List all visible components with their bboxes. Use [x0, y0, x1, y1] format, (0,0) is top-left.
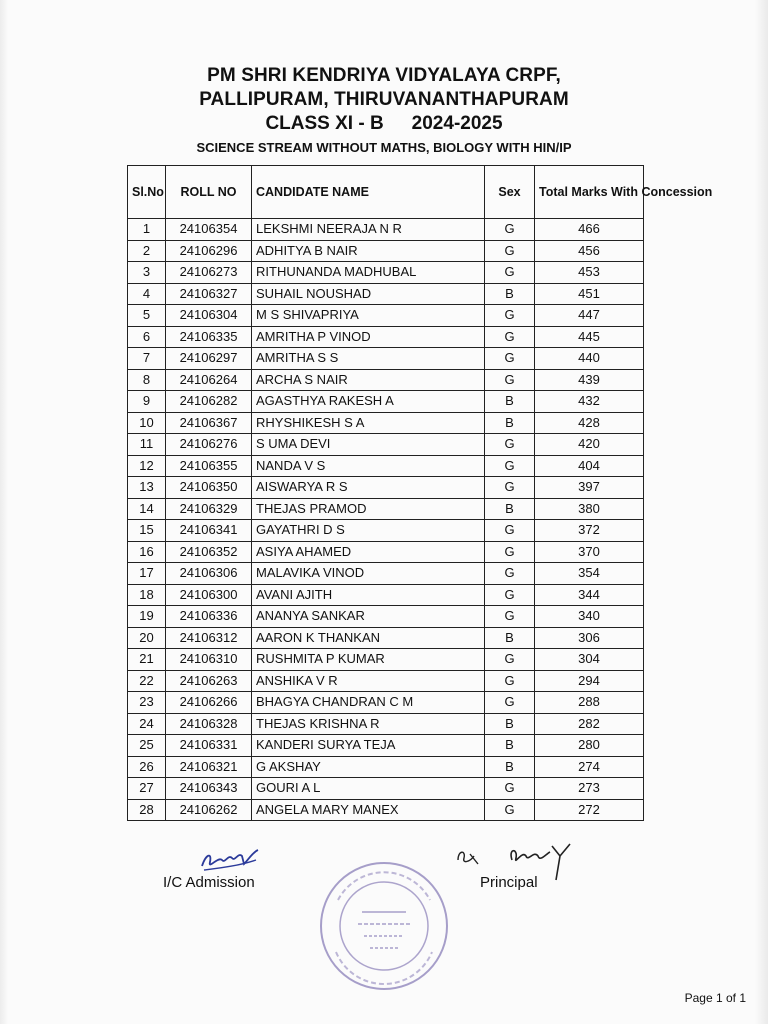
- table-row: [128, 584, 644, 606]
- cell-sex: G: [485, 305, 535, 327]
- cell-sl-no: 13: [128, 477, 166, 499]
- cell-candidate-name: THEJAS PRAMOD: [252, 498, 485, 520]
- cell-sl-no: 8: [128, 369, 166, 391]
- cell-sex: G: [485, 520, 535, 542]
- cell-sl-no: 20: [128, 627, 166, 649]
- cell-sex: G: [485, 670, 535, 692]
- column-header-roll-no: ROLL NO: [166, 166, 252, 219]
- table-row: [128, 541, 644, 563]
- cell-roll-no: 24106331: [166, 735, 252, 757]
- cell-roll-no: 24106297: [166, 348, 252, 370]
- cell-candidate-name: ASIYA AHAMED: [252, 541, 485, 563]
- cell-candidate-name: KANDERI SURYA TEJA: [252, 735, 485, 757]
- cell-sl-no: 14: [128, 498, 166, 520]
- cell-sex: G: [485, 778, 535, 800]
- cell-candidate-name: AISWARYA R S: [252, 477, 485, 499]
- cell-roll-no: 24106336: [166, 606, 252, 628]
- table-row: [128, 713, 644, 735]
- cell-sex: G: [485, 563, 535, 585]
- ic-admission-signature: [198, 846, 262, 876]
- cell-roll-no: 24106300: [166, 584, 252, 606]
- cell-sex: G: [485, 369, 535, 391]
- column-header-sl-no: Sl.No: [128, 166, 166, 219]
- cell-candidate-name: AMRITHA P VINOD: [252, 326, 485, 348]
- cell-roll-no: 24106341: [166, 520, 252, 542]
- cell-total-marks: 340: [535, 606, 644, 628]
- cell-total-marks: 280: [535, 735, 644, 757]
- cell-roll-no: 24106355: [166, 455, 252, 477]
- cell-sex: G: [485, 455, 535, 477]
- cell-candidate-name: ANGELA MARY MANEX: [252, 799, 485, 821]
- cell-sl-no: 3: [128, 262, 166, 284]
- cell-sl-no: 24: [128, 713, 166, 735]
- cell-roll-no: 24106321: [166, 756, 252, 778]
- cell-total-marks: 440: [535, 348, 644, 370]
- cell-roll-no: 24106310: [166, 649, 252, 671]
- cell-sl-no: 12: [128, 455, 166, 477]
- cell-candidate-name: GOURI A L: [252, 778, 485, 800]
- cell-roll-no: 24106354: [166, 219, 252, 241]
- cell-candidate-name: ARCHA S NAIR: [252, 369, 485, 391]
- cell-candidate-name: BHAGYA CHANDRAN C M: [252, 692, 485, 714]
- cell-total-marks: 288: [535, 692, 644, 714]
- cell-sex: B: [485, 391, 535, 413]
- cell-candidate-name: LEKSHMI NEERAJA N R: [252, 219, 485, 241]
- cell-roll-no: 24106263: [166, 670, 252, 692]
- table-row: [128, 649, 644, 671]
- cell-sl-no: 10: [128, 412, 166, 434]
- school-location: PALLIPURAM, THIRUVANANTHAPURAM: [199, 89, 569, 110]
- table-row: [128, 778, 644, 800]
- table-row: [128, 434, 644, 456]
- class-line: [0, 112, 768, 136]
- table-row: [128, 498, 644, 520]
- cell-sex: G: [485, 541, 535, 563]
- table-row: [128, 563, 644, 585]
- cell-candidate-name: MALAVIKA VINOD: [252, 563, 485, 585]
- cell-roll-no: 24106328: [166, 713, 252, 735]
- cell-candidate-name: G AKSHAY: [252, 756, 485, 778]
- cell-roll-no: 24106327: [166, 283, 252, 305]
- table-row: [128, 391, 644, 413]
- table-row: [128, 240, 644, 262]
- office-seal-stamp: [318, 860, 450, 992]
- cell-roll-no: 24106273: [166, 262, 252, 284]
- table-row: [128, 219, 644, 241]
- cell-candidate-name: ANSHIKA V R: [252, 670, 485, 692]
- table-row: [128, 756, 644, 778]
- cell-total-marks: 370: [535, 541, 644, 563]
- cell-roll-no: 24106350: [166, 477, 252, 499]
- cell-roll-no: 24106335: [166, 326, 252, 348]
- cell-sl-no: 26: [128, 756, 166, 778]
- cell-roll-no: 24106296: [166, 240, 252, 262]
- table-row: [128, 627, 644, 649]
- cell-total-marks: 451: [535, 283, 644, 305]
- cell-total-marks: 380: [535, 498, 644, 520]
- cell-sl-no: 17: [128, 563, 166, 585]
- cell-total-marks: 354: [535, 563, 644, 585]
- cell-candidate-name: NANDA V S: [252, 455, 485, 477]
- cell-sl-no: 7: [128, 348, 166, 370]
- table-row: [128, 283, 644, 305]
- cell-total-marks: 466: [535, 219, 644, 241]
- table-row: [128, 477, 644, 499]
- cell-total-marks: 432: [535, 391, 644, 413]
- cell-total-marks: 420: [535, 434, 644, 456]
- table-row: [128, 455, 644, 477]
- cell-total-marks: 304: [535, 649, 644, 671]
- cell-sl-no: 23: [128, 692, 166, 714]
- cell-sex: B: [485, 412, 535, 434]
- column-header-sex: Sex: [485, 166, 535, 219]
- cell-total-marks: 274: [535, 756, 644, 778]
- cell-sex: B: [485, 627, 535, 649]
- table-row: [128, 799, 644, 821]
- cell-candidate-name: AVANI AJITH: [252, 584, 485, 606]
- results-table: [127, 165, 713, 821]
- cell-total-marks: 306: [535, 627, 644, 649]
- table-row: [128, 735, 644, 757]
- class-label: CLASS XI - B: [265, 113, 384, 134]
- cell-candidate-name: RHYSHIKESH S A: [252, 412, 485, 434]
- cell-sex: G: [485, 649, 535, 671]
- table-row: [128, 670, 644, 692]
- cell-sex: G: [485, 799, 535, 821]
- stream-subtitle: SCIENCE STREAM WITHOUT MATHS, BIOLOGY WITH HIN/IP: [196, 140, 572, 155]
- table-row: [128, 520, 644, 542]
- cell-sex: B: [485, 283, 535, 305]
- column-header-total-marks: Total Marks With Concession: [535, 166, 644, 219]
- cell-sl-no: 1: [128, 219, 166, 241]
- cell-total-marks: 445: [535, 326, 644, 348]
- table-row: [128, 326, 644, 348]
- cell-total-marks: 428: [535, 412, 644, 434]
- cell-roll-no: 24106266: [166, 692, 252, 714]
- cell-sl-no: 2: [128, 240, 166, 262]
- cell-roll-no: 24106312: [166, 627, 252, 649]
- cell-total-marks: 282: [535, 713, 644, 735]
- cell-sex: B: [485, 756, 535, 778]
- principal-label: Principal: [480, 874, 538, 891]
- table-row: [128, 606, 644, 628]
- cell-sl-no: 22: [128, 670, 166, 692]
- cell-sex: G: [485, 692, 535, 714]
- cell-sl-no: 18: [128, 584, 166, 606]
- cell-sex: G: [485, 606, 535, 628]
- cell-roll-no: 24106276: [166, 434, 252, 456]
- table-header-row: [128, 166, 644, 219]
- cell-candidate-name: SUHAIL NOUSHAD: [252, 283, 485, 305]
- cell-roll-no: 24106352: [166, 541, 252, 563]
- cell-sex: G: [485, 240, 535, 262]
- cell-candidate-name: AMRITHA S S: [252, 348, 485, 370]
- cell-sl-no: 9: [128, 391, 166, 413]
- cell-sl-no: 25: [128, 735, 166, 757]
- table-body: [128, 219, 644, 821]
- cell-total-marks: 344: [535, 584, 644, 606]
- cell-candidate-name: ANANYA SANKAR: [252, 606, 485, 628]
- cell-sex: G: [485, 326, 535, 348]
- cell-sex: G: [485, 434, 535, 456]
- cell-total-marks: 272: [535, 799, 644, 821]
- cell-sl-no: 21: [128, 649, 166, 671]
- cell-candidate-name: GAYATHRI D S: [252, 520, 485, 542]
- table-row: [128, 369, 644, 391]
- cell-candidate-name: AGASTHYA RAKESH A: [252, 391, 485, 413]
- cell-roll-no: 24106343: [166, 778, 252, 800]
- table-row: [128, 262, 644, 284]
- cell-sl-no: 11: [128, 434, 166, 456]
- cell-sex: G: [485, 348, 535, 370]
- table-row: [128, 305, 644, 327]
- cell-sex: B: [485, 498, 535, 520]
- table-row: [128, 692, 644, 714]
- cell-total-marks: 294: [535, 670, 644, 692]
- cell-candidate-name: THEJAS KRISHNA R: [252, 713, 485, 735]
- cell-sl-no: 19: [128, 606, 166, 628]
- cell-candidate-name: M S SHIVAPRIYA: [252, 305, 485, 327]
- cell-total-marks: 397: [535, 477, 644, 499]
- cell-roll-no: 24106367: [166, 412, 252, 434]
- cell-total-marks: 456: [535, 240, 644, 262]
- page-number: Page 1 of 1: [684, 991, 746, 1005]
- table-row: [128, 348, 644, 370]
- cell-roll-no: 24106306: [166, 563, 252, 585]
- cell-sex: G: [485, 584, 535, 606]
- document-header: [0, 64, 768, 157]
- cell-candidate-name: S UMA DEVI: [252, 434, 485, 456]
- cell-sl-no: 16: [128, 541, 166, 563]
- cell-total-marks: 404: [535, 455, 644, 477]
- cell-total-marks: 439: [535, 369, 644, 391]
- cell-roll-no: 24106304: [166, 305, 252, 327]
- cell-candidate-name: RITHUNANDA MADHUBAL: [252, 262, 485, 284]
- cell-roll-no: 24106282: [166, 391, 252, 413]
- academic-year: 2024-2025: [411, 113, 503, 134]
- cell-candidate-name: RUSHMITA P KUMAR: [252, 649, 485, 671]
- cell-sex: G: [485, 262, 535, 284]
- cell-sex: G: [485, 477, 535, 499]
- ic-admission-label: I/C Admission: [163, 874, 255, 891]
- cell-sl-no: 15: [128, 520, 166, 542]
- cell-roll-no: 24106264: [166, 369, 252, 391]
- cell-sex: B: [485, 713, 535, 735]
- cell-roll-no: 24106329: [166, 498, 252, 520]
- cell-sl-no: 6: [128, 326, 166, 348]
- cell-total-marks: 273: [535, 778, 644, 800]
- cell-total-marks: 372: [535, 520, 644, 542]
- table-row: [128, 412, 644, 434]
- cell-candidate-name: AARON K THANKAN: [252, 627, 485, 649]
- cell-roll-no: 24106262: [166, 799, 252, 821]
- cell-sex: B: [485, 735, 535, 757]
- cell-sl-no: 28: [128, 799, 166, 821]
- cell-candidate-name: ADHITYA B NAIR: [252, 240, 485, 262]
- cell-total-marks: 447: [535, 305, 644, 327]
- column-header-candidate-name: CANDIDATE NAME: [252, 166, 485, 219]
- cell-total-marks: 453: [535, 262, 644, 284]
- cell-sl-no: 5: [128, 305, 166, 327]
- cell-sl-no: 27: [128, 778, 166, 800]
- cell-sex: G: [485, 219, 535, 241]
- school-name: PM SHRI KENDRIYA VIDYALAYA CRPF,: [207, 65, 561, 86]
- cell-sl-no: 4: [128, 283, 166, 305]
